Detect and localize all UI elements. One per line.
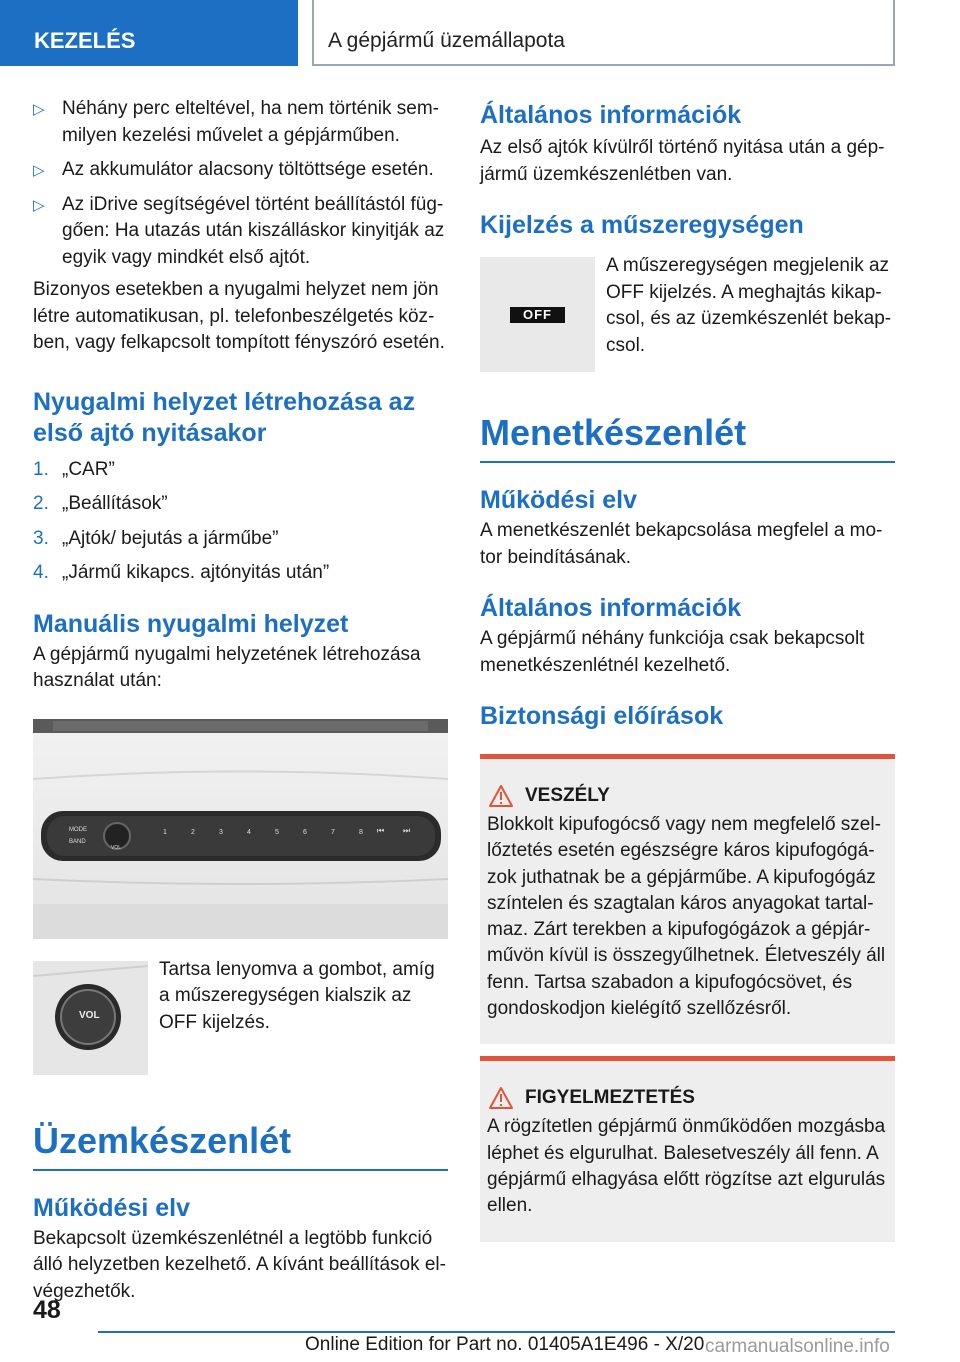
- steps-list: [33, 457, 448, 587]
- heading-general-info: Általános információk: [480, 101, 742, 129]
- heading-general-info-2: Általános információk: [480, 594, 742, 622]
- heading-safety: Biztonsági előírások: [480, 702, 724, 730]
- right-column: [480, 100, 895, 1242]
- preset-3: 3: [219, 828, 223, 836]
- next-track-icon: ⏭: [403, 825, 411, 835]
- heading-standby: Üzemkészenlét: [33, 1119, 448, 1171]
- hold-instruction: Tartsa lenyomva a gombot, amíg a műszeregységen kialszik az OFF kijelzés.: [159, 958, 435, 1033]
- paragraph: Az első ajtók kívülről történő nyitása után a gép-jármű üzemkészenlétben van.: [480, 137, 885, 185]
- paragraph: A menetkészenlét bekapcsolása megfelel a mo-tor beindításának.: [480, 520, 883, 568]
- edition-text: Online Edition for Part no. 01405A1E496 - X/20: [305, 1334, 705, 1355]
- warning-text: A rögzítetlen gépjármű önműködően mozgásba léphet és elgurulhat. Balesetveszély áll fenn. A gépjármű elhagyása előtt rögzítse azt elgurulás ellen.: [487, 1116, 886, 1217]
- section-tab: KEZELÉS: [0, 0, 298, 66]
- triangle-bullet-icon: ▷: [33, 101, 45, 118]
- left-column: [33, 96, 448, 1305]
- footer-divider: [98, 1331, 895, 1333]
- danger-title: VESZÉLY: [525, 785, 610, 806]
- band-label: BAND: [69, 838, 86, 845]
- page-number: 48: [33, 1296, 61, 1324]
- heading-function: Működési elv: [480, 486, 637, 514]
- list-item: ▷ Néhány perc elteltével, ha nem történik sem-milyen kezelési művelet a gépjárműben.: [33, 98, 440, 146]
- list-item: 3. „Ajtók/ bejutás a járműbe”: [33, 527, 279, 549]
- watermark: carmanualsonline.info: [705, 1336, 890, 1357]
- danger-box: [480, 754, 895, 1044]
- paragraph: Bekapcsolt üzemkészenlétnél a legtöbb funkció álló helyzetben kezelhető. A kívánt beállítások el-végezhetők.: [33, 1227, 446, 1302]
- knob-row: [33, 958, 448, 1077]
- preset-7: 7: [331, 828, 335, 836]
- triangle-bullet-icon: ▷: [33, 196, 45, 214]
- list-item: 4. „Jármű kikapcs. ajtónyitás után”: [33, 562, 330, 583]
- chapter-title: A gépjármű üzemállapota: [312, 0, 895, 66]
- warning-title: FIGYELMEZTETÉS: [525, 1087, 695, 1109]
- vol-knob-photo: [33, 961, 148, 1075]
- warning-box: [480, 1056, 895, 1241]
- off-display-image: [480, 257, 595, 372]
- preset-6: 6: [303, 828, 307, 836]
- warning-triangle-icon: [489, 785, 513, 807]
- page-header: [0, 0, 960, 66]
- paragraph: A gépjármű nyugalmi helyzetének létrehozása használat után:: [33, 643, 421, 691]
- preset-4: 4: [247, 828, 251, 836]
- list-item: ▷ Az akkumulátor alacsony töltöttsége esetén.: [33, 157, 448, 184]
- heading-ready-to-drive: Menetkészenlét: [480, 411, 895, 463]
- paragraph: Bizonyos esetekben a nyugalmi helyzet nem jön létre automatikusan, pl. telefonbeszélgetés köz-ben, vagy felkapcsolt tompított fényszóró esetén.: [33, 279, 445, 353]
- preset-8: 8: [359, 828, 363, 836]
- display-description: A műszeregységen megjelenik az OFF kijelzés. A meghajtás kikap-csol, és az üzemkészenlét bekap-csol.: [606, 255, 892, 356]
- triangle-bullet-icon: ▷: [33, 162, 45, 179]
- prev-track-icon: ⏮: [377, 825, 385, 835]
- preset-5: 5: [275, 828, 279, 836]
- display-row: [480, 257, 895, 375]
- preset-1: 1: [163, 828, 167, 836]
- list-item: 1. „CAR”: [33, 458, 115, 480]
- danger-text: Blokkolt kipufogócső vagy nem megfelelő szel-lőztetés esetén egészségre káros kipufogógá-zok juthatnak be a gépjárműbe. A kipufogógáz színtelen és szagtalan káros anyagokat tartal-maz. Zárt terekben a kipufogógázok a gépjár-művön kívül is összegyűlhetnek. Életveszély áll fenn. Tartsa szabadon a kipufogócsövet, és gondoskodjon kielégítő szellőzésről.: [487, 814, 886, 1020]
- mode-label: MODE: [69, 826, 87, 833]
- vol-label: VOL: [79, 1009, 100, 1021]
- list-item: ▷ Az iDrive segítségével történt beállítástól füg-gően: Ha utazás után kiszálláskor kinyitják az egyik vagy mindkét első ajtót.: [33, 193, 445, 268]
- preset-buttons: [163, 829, 363, 836]
- list-item: 2. „Beállítások”: [33, 493, 168, 514]
- paragraph: A gépjármű néhány funkciója csak bekapcsolt menetkészenlétnél kezelhető.: [480, 628, 865, 676]
- heading-display: Kijelzés a műszeregységen: [480, 211, 804, 239]
- heading-manual-rest: Manuális nyugalmi helyzet: [33, 609, 349, 638]
- warning-triangle-icon: [489, 1087, 513, 1109]
- preset-2: 2: [191, 828, 195, 836]
- off-indicator: OFF: [510, 307, 565, 323]
- condition-list: [33, 96, 448, 271]
- audio-panel-photo: [33, 719, 448, 939]
- vol-label-small: VOL: [111, 844, 122, 851]
- heading-function: Működési elv: [33, 1193, 190, 1222]
- heading-rest-on-door-open: Nyugalmi helyzet létrehozása az első ajtó nyitásakor: [33, 387, 416, 447]
